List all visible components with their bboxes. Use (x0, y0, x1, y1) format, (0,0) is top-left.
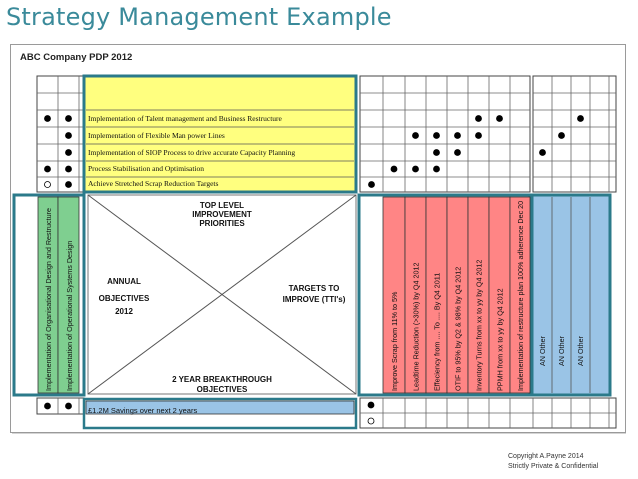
annual-objectives-label: ANNUAL (107, 277, 141, 286)
target-dot (476, 116, 482, 122)
other-dot (578, 116, 584, 122)
target-text: PPMH from xx to yy by Q4 2012 (495, 288, 505, 391)
copyright-line: Copyright A.Payne 2014 (508, 453, 584, 460)
initiative-row: Implementation of Flexible Man power Lines (88, 131, 225, 140)
objective-text: Implementation of Operational Systems Design (65, 240, 74, 391)
targets-label: IMPROVE (TTI's) (282, 295, 346, 304)
target-text: Leadtime Reduction (>30%) by Q4 2012 (411, 262, 421, 391)
target-dot (434, 150, 440, 156)
copyright-note (508, 452, 598, 472)
other-dot-grid (533, 76, 616, 192)
bottom-right-dot (368, 418, 374, 424)
target-text: OTIF to 95% by Q2 & 98% by Q4 2012 (453, 266, 463, 391)
other-text: AN Other (557, 336, 566, 366)
confidential-line: Strictly Private & Confidential (508, 463, 599, 470)
left-dot (66, 150, 72, 156)
target-dot (413, 166, 419, 172)
target-dot (434, 166, 440, 172)
target-text: Effeciency from .... To .... By Q4 2011 (432, 272, 442, 391)
bottom-left-dot (66, 403, 72, 409)
initiative-row: Achieve Stretched Scrap Reduction Targets (88, 179, 219, 188)
initiative-row: Process Stabilisation and Optimisation (88, 164, 205, 173)
left-dot (66, 166, 72, 172)
initiative-row: Implementation of Talent management and Business Restructure (88, 114, 282, 123)
breakthrough-savings: £1.2M Savings over next 2 years (88, 406, 198, 415)
annual-objectives-label: 2012 (115, 307, 133, 316)
target-text: Inventory Turns from xx to yy by Q4 2012 (474, 259, 484, 391)
left-dot (66, 182, 72, 188)
left-dot (45, 182, 51, 188)
other-dot (559, 133, 565, 139)
left-dot-grid (37, 76, 84, 192)
target-dot (434, 133, 440, 139)
target-dot (455, 133, 461, 139)
other-text: AN Other (576, 336, 585, 366)
target-text: Implementation of restructure plan 100% adherence Dec 20 (516, 200, 525, 391)
target-dot (413, 133, 419, 139)
target-dot (391, 166, 397, 172)
bottom-right-dot (368, 402, 374, 408)
objective-text: Implementation of Organisational Design and Restructure (44, 208, 53, 391)
targets-label: TARGETS TO (288, 284, 340, 293)
annual-objectives-label: OBJECTIVES (98, 294, 150, 303)
target-dot (369, 182, 375, 188)
breakthrough-objectives-label: OBJECTIVES (196, 385, 248, 394)
left-dot (66, 116, 72, 122)
breakthrough-objectives-label: 2 YEAR BREAKTHROUGH (172, 375, 272, 384)
company-title: ABC Company PDP 2012 (20, 52, 133, 63)
top-priorities-label: PRIORITIES (199, 219, 245, 228)
page-title: Strategy Management Example (6, 3, 392, 31)
target-dot (476, 133, 482, 139)
left-dot (66, 133, 72, 139)
target-dot-grid (360, 76, 530, 192)
top-priorities-label: IMPROVEMENT (192, 210, 252, 219)
bottom-left-grid (37, 398, 84, 414)
initiative-row: Implementation of SIOP Process to drive accurate Capacity Planning (88, 148, 296, 157)
target-dot (455, 150, 461, 156)
left-dot (45, 166, 51, 172)
target-text: Improve Scrap from 11% to 5% (390, 291, 399, 391)
left-dot (45, 116, 51, 122)
other-dot (540, 150, 546, 156)
target-dot (497, 116, 503, 122)
top-priorities-label: TOP LEVEL (199, 201, 245, 210)
bottom-left-dot (45, 403, 51, 409)
other-text: AN Other (538, 336, 547, 366)
